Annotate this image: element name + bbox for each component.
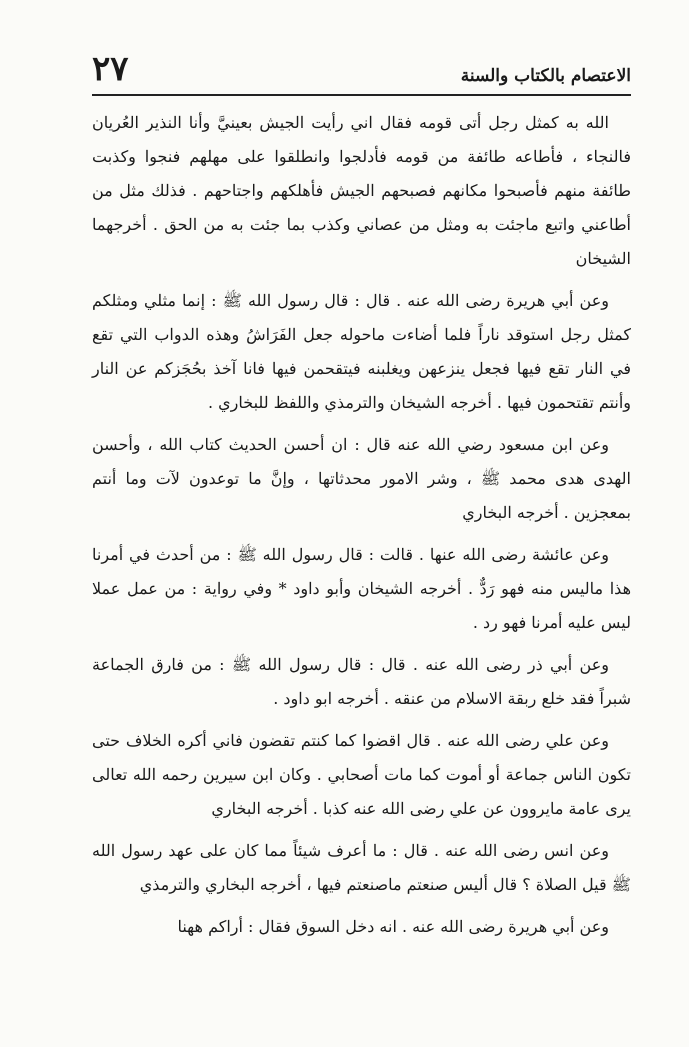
paragraph: وعن أبي ذر رضى الله عنه . قال : قال رسول الله ﷺ : من فارق الجماعة شبراً فقد خلع ربقة الاسلام من عنقه . أخرجه ابو داود . [92, 655, 631, 708]
paragraph: وعن ابن مسعود رضي الله عنه قال : ان أحسن الحديث كتاب الله ، وأحسن الهدى هدى محمد ﷺ ، وشر الامور محدثاتها ، وإنَّ ما توعدون لآت وما أنتم بمعجزين . أخرجه البخاري [92, 435, 631, 522]
page-number: ٢٧ [92, 49, 129, 89]
body-text [92, 106, 631, 944]
page-header [92, 38, 631, 92]
header-rule [92, 94, 631, 96]
paragraph: وعن انس رضى الله عنه . قال : ما أعرف شيئاً مما كان على عهد رسول الله ﷺ قيل الصلاة ؟ قال أليس صنعتم ماصنعتم فيها ، أخرجه البخاري والترمذي [92, 841, 631, 894]
paragraph: الله به كمثل رجل أتى قومه فقال اني رأيت الجيش بعينيَّ وأنا النذير العُريان فالنجاء ، فأطاعه طائفة من قومه فأدلجوا وانطلقوا على مهلهم فنجوا وكذبت طائفة منهم فأصبحوا مكانهم فصبحهم الجيش فأهلكهم واجتاحهم . فذلك مثل من أطاعني واتبع ماجئت به ومثل من عصاني وكذب بما جئت به من الحق . أخرجهما الشيخان [92, 113, 631, 268]
running-title: الاعتصام بالكتاب والسنة [460, 66, 631, 86]
paragraph: وعن علي رضى الله عنه . قال اقضوا كما كنتم تقضون فاني أكره الخلاف حتى تكون الناس جماعة أو أموت كما مات أصحابي . وكان ابن سيرين رحمه الله تعالى يرى عامة مايروون عن علي رضى الله عنه كذبا . أخرجه البخاري [92, 731, 631, 818]
paragraph: وعن أبي هريرة رضى الله عنه . قال : قال رسول الله ﷺ : إنما مثلي ومثلكم كمثل رجل استوقد ناراً فلما أضاءت ماحوله جعل الفَرَاشُ وهذه الدواب التي تقع في النار تقع فيها فجعل ينزعهن ويغلبنه فيتقحمن فيها فانا آخذ بحُجَزكم عن النار وأنتم تقتحمون فيها . أخرجه الشيخان والترمذي واللفظ للبخاري . [92, 291, 631, 412]
paragraph: وعن أبي هريرة رضى الله عنه . انه دخل السوق فقال : أراكم ههنا [177, 917, 609, 936]
paragraph: وعن عائشة رضى الله عنها . قالت : قال رسول الله ﷺ : من أحدث في أمرنا هذا ماليس منه فهو رَدٌّ . أخرجه الشيخان وأبو داود * وفي رواية : من عمل عملا ليس عليه أمرنا فهو رد . [92, 545, 631, 632]
